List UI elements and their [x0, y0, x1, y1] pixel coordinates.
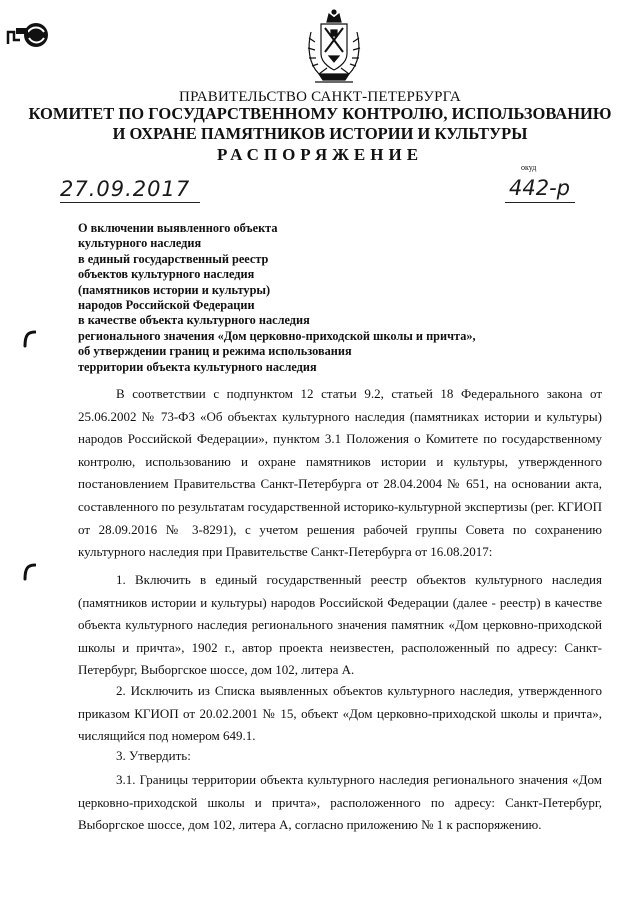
title-line: О включении выявленного объекта: [78, 221, 278, 235]
margin-bracket-icon: [22, 563, 36, 581]
title-line: регионального значения «Дом церковно-приходской школы и причта»,: [78, 328, 476, 343]
document-type: РАСПОРЯЖЕНИЕ: [216, 145, 424, 164]
spb-coat-of-arms-icon: [305, 8, 363, 88]
date-underline: [60, 202, 200, 203]
title-line: культурного наследия: [78, 236, 202, 251]
document-title: [78, 221, 548, 375]
title-line: в единый государственный реестр: [78, 251, 269, 266]
title-line: (памятников истории и культуры): [78, 282, 271, 297]
number-underline: [505, 202, 575, 203]
intro-paragraph: [78, 383, 602, 564]
item-3-paragraph: [78, 745, 602, 768]
title-line: в качестве объекта культурного наследия: [78, 313, 310, 328]
title-line: территории объекта культурного наследия: [78, 359, 317, 374]
title-line: об утверждении границ и режима использования: [78, 344, 352, 359]
document-number: 442-р: [509, 176, 570, 200]
committee-name-line2: И ОХРАНЕ ПАМЯТНИКОВ ИСТОРИИ И КУЛЬТУРЫ: [112, 124, 528, 143]
item-3-1-paragraph: [78, 769, 602, 837]
title-line: народов Российской Федерации: [78, 298, 255, 313]
paragraph-text: 2. Исключить из Списка выявленных объектов культурного наследия, утвержденного приказом КГИОП от 20.02.2001 № 15, объект «Дом церковно-приходской школы и причта», числящийся под номером 649.1.: [78, 683, 602, 744]
item-2-paragraph: [78, 680, 602, 748]
item-1-paragraph: [78, 569, 602, 682]
document-date: 27.09.2017: [60, 177, 191, 201]
paragraph-text: 3.1. Границы территории объекта культурного наследия регионального значения «Дом церковно-приходской школы и причта», расположенного по адресу: Санкт-Петербург, Выборгское шоссе, дом 102, литера А, согласно приложению № 1 к распоряжению.: [78, 772, 602, 833]
paragraph-text: 1. Включить в единый государственный реестр объектов культурного наследия (памятников истории и культуры) народов Российской Федерации (далее - реестр) в качестве объекта культурного наследия регионального значения памятник «Дом церковно-приходской школы и причта», 1902 г., автор проекта неизвестен, расположенный по адресу: Санкт-Петербург, Выборгское шоссе, дом 102, литера А.: [78, 572, 602, 678]
margin-bracket-icon: [22, 330, 36, 348]
government-name: ПРАВИТЕЛЬСТВО САНКТ-ПЕТЕРБУРГА: [179, 89, 461, 105]
paragraph-text: 3. Утвердить:: [116, 748, 191, 763]
paragraph-text: В соответствии с подпунктом 12 статьи 9.2, статьей 18 Федерального закона от 25.06.2002 № 73-ФЗ «Об объектах культурного наследия (памятниках истории и культуры) народов Российской Федерации», пунктом 3.1 Положения о Комитете по государственному контролю, использованию и охране памятников истории и культуры, утвержденного постановлением Правительства Санкт-Петербурга от 28.04.2004 № 651, на основании акта, составленного по результатам государственной историко-культурной экспертизы (рег. КГИОП от 28.09.2016 № 3-8291), с учетом решения рабочей группы Совета по сохранению культурного наследия при Правительстве Санкт-Петербурга от 16.08.2017:: [78, 386, 602, 560]
scan-corner-mark-icon: [6, 18, 50, 52]
okud-label: окуд: [521, 163, 537, 172]
title-line: объектов культурного наследия: [78, 267, 255, 282]
committee-name-line1: КОМИТЕТ ПО ГОСУДАРСТВЕННОМУ КОНТРОЛЮ, ИСПОЛЬЗОВАНИЮ: [28, 104, 612, 123]
